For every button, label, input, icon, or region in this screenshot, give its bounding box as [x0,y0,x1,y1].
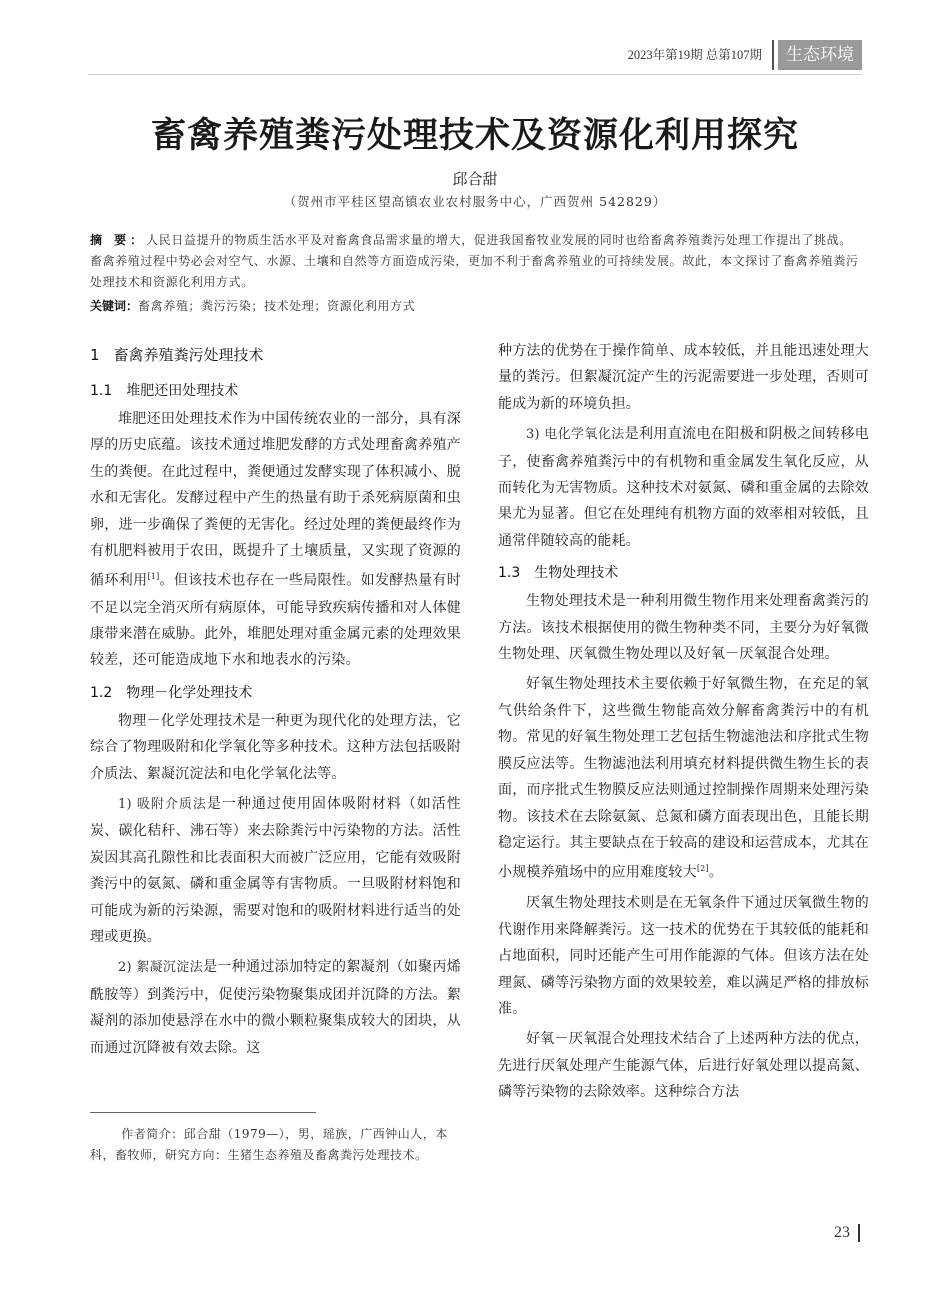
keywords-label: 关键词： [90,299,139,313]
subsection-title: 物理－化学处理技术 [126,684,253,701]
paragraph: 好氧－厌氧混合处理技术结合了上述两种方法的优点，先进行厌氧处理产生能源气体，后进行好氧处理以提高氮、磷等污染物的去除效率。这种综合方法 [498,1031,869,1101]
abstract-text: 人民日益提升的物质生活水平及对畜禽食品需求量的增大，促进我国畜牧业发展的同时也给畜禽养殖粪污处理工作提出了挑战。畜禽养殖过程中势必会对空气、水源、土壤和自然等方面造成污染，更加不利于畜禽养殖业的可持续发展。故此，本文探讨了畜禽养殖粪污处理技术和资源化利用方式。 [90,233,859,289]
right-column [498,338,869,1110]
paragraph [90,791,461,950]
issue-info: 2023年第19期 总第107期 [627,48,762,62]
section-tag: 生态环境 [778,40,862,70]
list-label: 1) 吸附介质法 [118,796,207,812]
subsection-number: 1.2 [90,684,113,701]
abstract-label: 摘 要： [90,233,147,247]
paragraph: 种方法的优势在于操作简单、成本较低，并且能迅速处理大量的粪污。但絮凝沉淀产生的污泥需要进一步处理，否则可能成为新的环境负担。 [498,343,869,412]
subsection-heading [90,678,461,708]
paragraph-text: 是一种通过使用固体吸附材料（如活性炭、碳化秸秆、沸石等）来去除粪污中污染物的方法。活性炭因其高孔隙性和比表面积大而被广泛应用，它能有效吸附粪污中的氨氮、磷和重金属等有害物质。一旦吸附材料饱和可能成为新的污染源，需要对饱和的吸附材料进行适当的处理或更换。 [90,795,461,945]
list-label: 3) 电化学氧化法 [526,427,625,443]
paragraph-text: 是一种通过添加特定的絮凝剂（如聚丙烯酰胺等）到粪污中，促使污染物聚集成团并沉降的方法。絮凝剂的添加使悬浮在水中的微小颗粒聚集成较大的团块，从而通过沉降被有效去除。这 [90,959,462,1056]
paragraph: 物理－化学处理技术是一种更为现代化的处理方法，它综合了物理吸附和化学氧化等多种技术。这种方法包括吸附介质法、絮凝沉淀法和电化学氧化法等。 [90,712,461,782]
subsection-number: 1.3 [498,565,521,582]
paragraph-text: 。 [708,864,723,881]
paragraph [498,671,869,886]
subsection-title: 堆肥还田处理技术 [126,383,239,399]
paragraph [90,406,461,674]
list-label: 2) 絮凝沉淀法 [118,960,203,976]
paragraph: 厌氧生物处理技术则是在无氧条件下通过厌氧微生物的代谢作用来降解粪污。这一技术的优势在于其较低的能耗和占地面积，同时还能产生可用作能源的气体。但该方法在处理氮、磷等污染物方面的效果较差，难以满足严格的排放标准。 [498,895,869,1017]
paragraph-text: 堆肥还田处理技术作为中国传统农业的一部分，具有深厚的历史底蕴。该技术通过堆肥发酵的方式处理畜禽养殖产生的粪便。在此过程中，粪便通过发酵实现了体积减小、脱水和无害化。发酵过程中产生的热量有助于杀死病原菌和虫卵，进一步确保了粪便的无害化。经过处理的粪便最终作为有机肥料被用于农田，既提升了土壤质量，又实现了资源的循环利用 [90,411,461,590]
abstract [90,230,862,293]
section-number: 1 [90,346,100,364]
paragraph-text: 好氧生物处理技术主要依赖于好氧微生物，在充足的氧气供给条件下，这些微生物能高效分解畜禽粪污中的有机物。常见的好氧生物处理工艺包括生物滤池法和序批式生物膜反应法等。生物滤池法利用填充材料提供微生物生长的表面，而序批式生物膜反应法则通过控制操作周期来处理污染物。该技术在去除氨氮、总氮和磷方面表现出色，且能长期稳定运行。其主要缺点在于较高的建设和运营成本，尤其在小规模养殖场中的应用难度较大 [498,676,869,881]
article-title: 畜禽养殖粪污处理技术及资源化利用探究 [150,116,799,156]
section-heading [90,338,461,372]
subsection-title: 生物处理技术 [534,565,619,582]
page-number-text: 23 [834,1224,850,1241]
header-separator [772,40,774,70]
page-number [834,1222,860,1244]
header-rule [88,74,862,75]
author-footnote: 作者简介：邱合甜（1979—），男，瑶族，广西钟山人，本科，畜牧师，研究方向：生猪生态养殖及畜禽粪污处理技术。 [90,1127,448,1162]
page-number-bar [858,1224,860,1242]
author-name: 邱合甜 [452,170,498,188]
paragraph: 生物处理技术是一种利用微生物作用来处理畜禽粪污的方法。该技术根据使用的微生物种类不同，主要分为好氧微生物处理、厌氧微生物处理以及好氧－厌氧混合处理。 [498,593,869,663]
paragraph [90,954,461,1061]
subsection-heading [90,376,461,406]
paragraph-text: 。但该技术也存在一些局限性。如发酵热量有时不足以完全消灭所有病原体，可能导致疾病传播和对人体健康带来潜在威胁。此外，堆肥处理对重金属元素的处理效果较差，还可能造成地下水和地表水的污染。 [90,573,461,669]
subsection-number: 1.1 [90,383,113,399]
citation: [1] [147,572,160,582]
running-header [628,40,862,70]
keywords [90,296,862,317]
paragraph-text: 是利用直流电在阳极和阴极之间转移电子，使畜禽养殖粪污中的有机物和重金属发生氧化反应，从而转化为无害物质。这种技术对氨氮、磷和重金属的去除效果尤为显著。但它在处理纯有机物方面的效率相对较低，且通常伴随较高的能耗。 [498,426,869,549]
citation: [2] [696,864,709,874]
keywords-text: 畜禽养殖；粪污污染；技术处理；资源化利用方式 [138,299,416,313]
section-title: 畜禽养殖粪污处理技术 [113,346,264,364]
footnote-rule [90,1112,316,1113]
left-column [90,338,461,1065]
subsection-heading [498,558,869,588]
paragraph [498,421,869,554]
author-affiliation: （贺州市平桂区望高镇农业农村服务中心，广西贺州 542829） [283,194,667,209]
